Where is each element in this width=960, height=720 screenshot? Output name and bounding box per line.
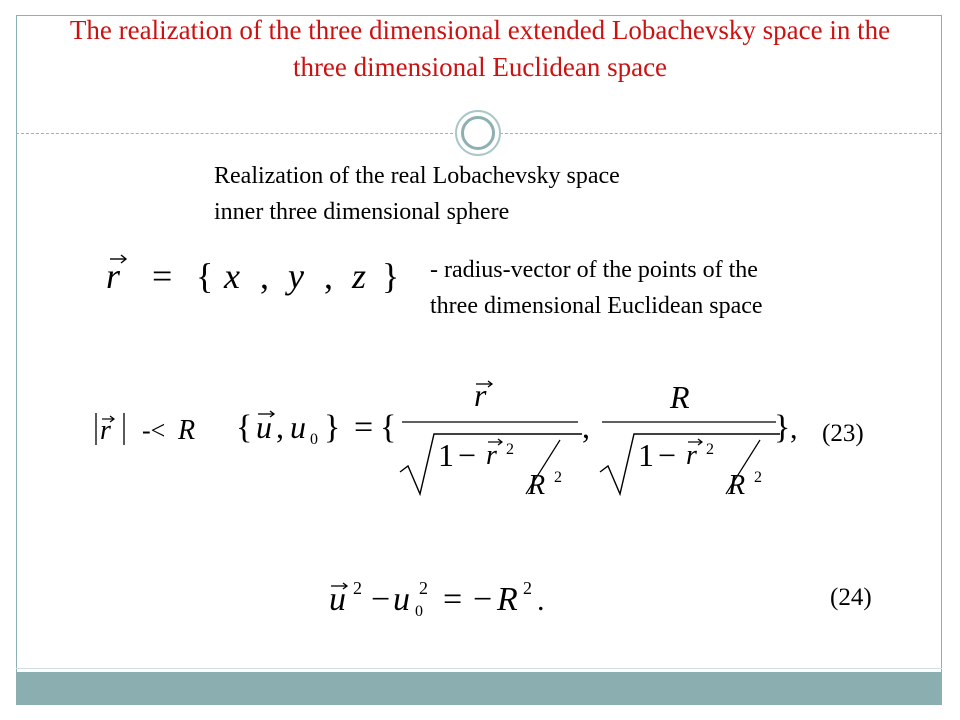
- svg-text:R: R: [528, 470, 546, 501]
- desc-line-2: three dimensional Euclidean space: [430, 293, 763, 319]
- svg-text:z: z: [352, 256, 367, 296]
- svg-text:}: }: [382, 256, 400, 296]
- svg-text:−: −: [473, 581, 493, 618]
- svg-text:2: 2: [353, 578, 362, 598]
- svg-text:2: 2: [506, 441, 514, 458]
- footer-band: [16, 672, 942, 705]
- svg-text:y: y: [288, 256, 304, 296]
- svg-text:2: 2: [523, 578, 532, 598]
- svg-text:2: 2: [706, 441, 714, 458]
- subtitle-line-1: Realization of the real Lobachevsky space: [214, 163, 620, 189]
- svg-text:-<: -<: [142, 416, 166, 445]
- svg-text:,: ,: [582, 409, 590, 445]
- svg-text:R: R: [728, 470, 746, 501]
- svg-text:R: R: [178, 415, 196, 446]
- svg-text:}: }: [324, 409, 341, 446]
- svg-text:r: r: [100, 415, 111, 446]
- svg-text:r: r: [106, 256, 121, 296]
- svg-text:,: ,: [790, 412, 798, 445]
- svg-text:{: {: [236, 409, 253, 446]
- svg-text:−: −: [371, 581, 391, 618]
- svg-text:r: r: [474, 377, 487, 413]
- svg-text:1: 1: [638, 437, 654, 473]
- desc-line-1: - radius-vector of the points of the: [430, 257, 758, 283]
- equation-24: [325, 568, 595, 628]
- svg-text:r: r: [486, 440, 497, 471]
- svg-text:R: R: [497, 581, 518, 618]
- svg-text:0: 0: [415, 603, 423, 620]
- svg-text:u: u: [329, 581, 346, 618]
- svg-text:2: 2: [554, 469, 562, 486]
- svg-text:{: {: [196, 256, 214, 296]
- svg-text:1: 1: [438, 437, 454, 473]
- svg-text:=: =: [354, 409, 374, 446]
- slide-title: The realization of the three dimensional extended Lobachevsky space in the three dimensional Euclidean space: [69, 15, 891, 82]
- svg-text:−: −: [458, 437, 477, 473]
- radius-vector-formula: [100, 244, 410, 304]
- svg-text:.: .: [537, 584, 545, 617]
- svg-text:u: u: [290, 409, 306, 445]
- svg-text:−: −: [658, 437, 677, 473]
- equation-23-label: (23): [822, 420, 864, 447]
- svg-text:2: 2: [754, 469, 762, 486]
- svg-text:0: 0: [310, 431, 318, 448]
- subtitle-line-2: inner three dimensional sphere: [214, 199, 510, 225]
- footer-line: [16, 668, 942, 669]
- svg-text:,: ,: [324, 256, 333, 296]
- svg-text:R: R: [670, 379, 690, 415]
- equation-23: [230, 376, 810, 506]
- svg-text:x: x: [224, 256, 240, 296]
- svg-text:u: u: [256, 409, 272, 445]
- svg-text:,: ,: [260, 256, 269, 296]
- svg-text:r: r: [686, 440, 697, 471]
- equation-24-label: (24): [830, 584, 872, 611]
- svg-text:=: =: [152, 256, 173, 296]
- norm-condition-formula: [90, 405, 210, 450]
- svg-text:=: =: [443, 581, 463, 618]
- svg-text:2: 2: [419, 578, 428, 598]
- circle-ornament-icon: [455, 110, 501, 156]
- svg-text:}: }: [774, 409, 791, 446]
- svg-text:,: ,: [276, 409, 284, 445]
- svg-text:u: u: [393, 581, 410, 618]
- svg-text:{: {: [380, 409, 397, 446]
